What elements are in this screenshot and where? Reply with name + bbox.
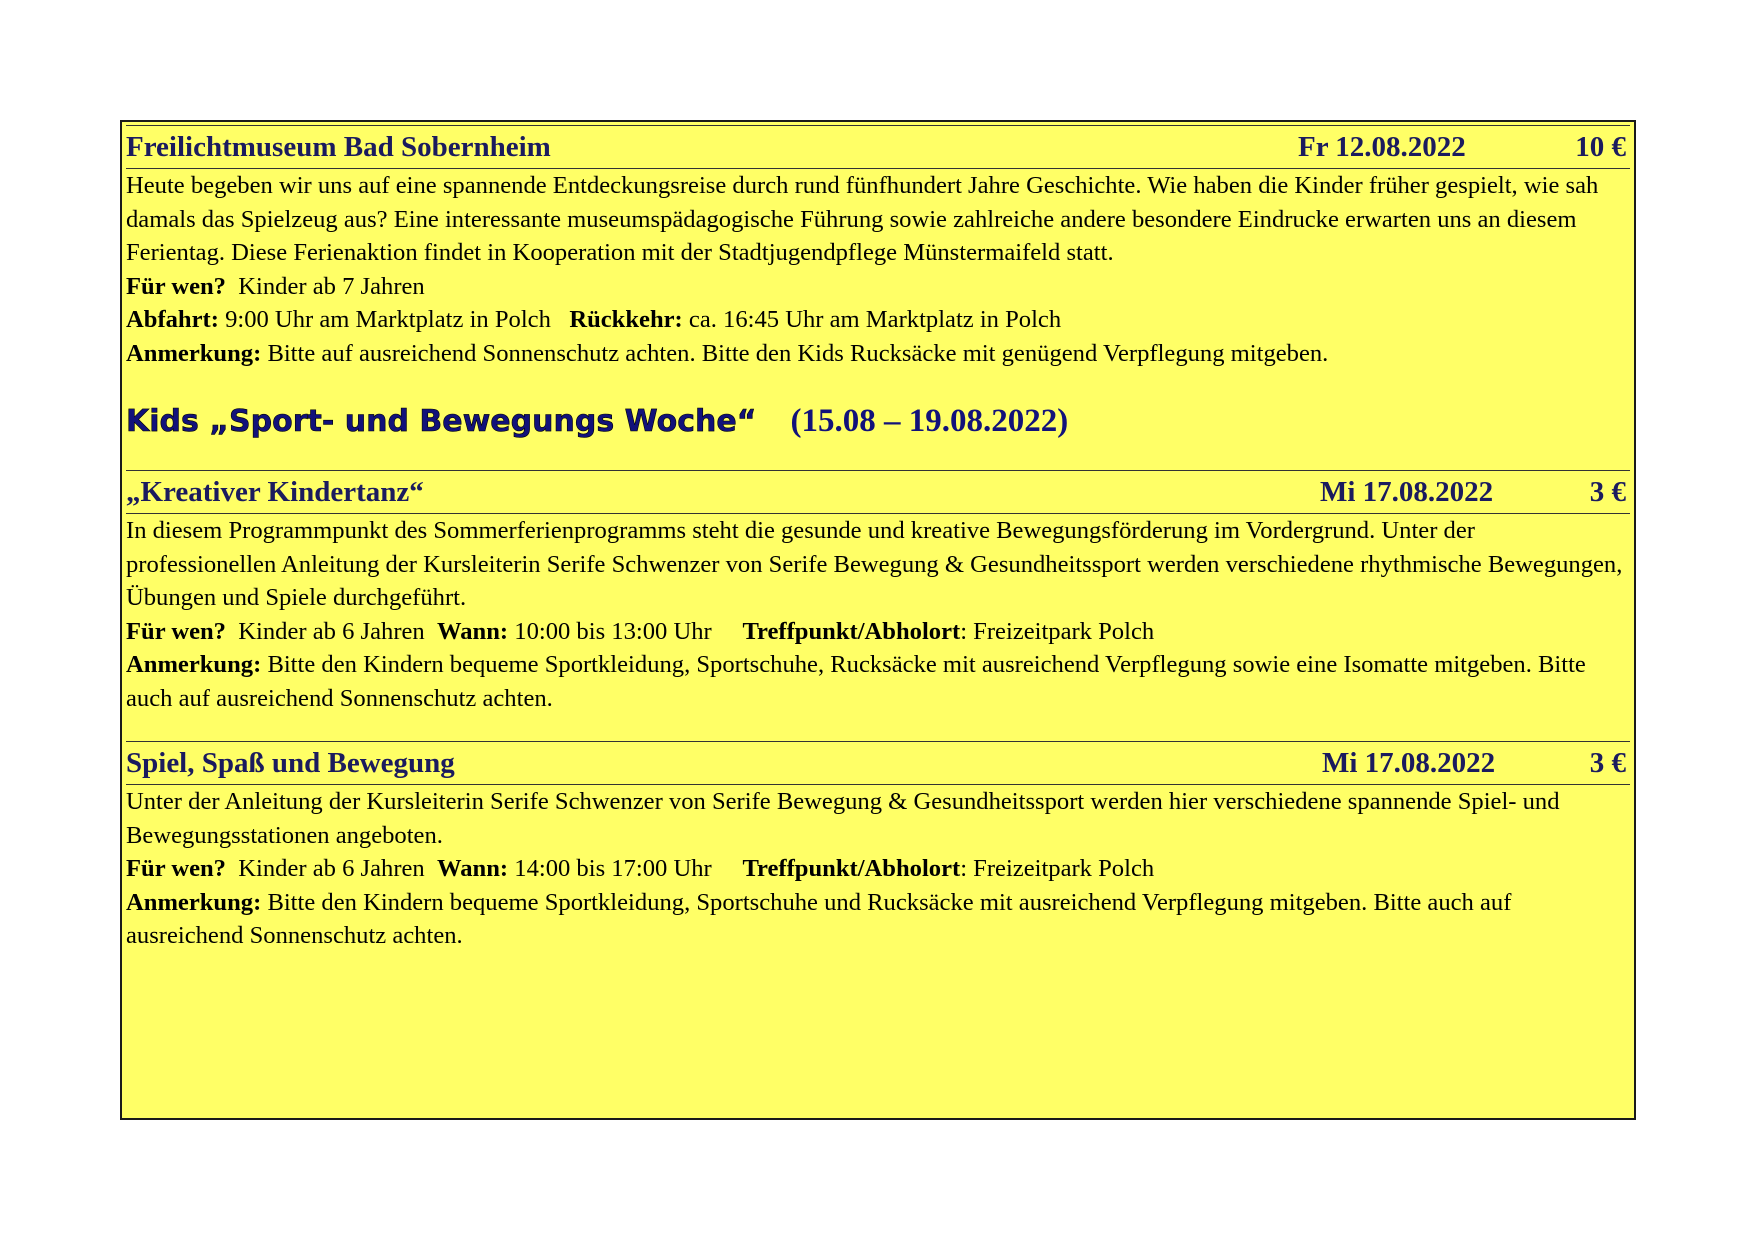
abfahrt-label: Abfahrt: <box>126 306 219 333</box>
event1-price: 10 € <box>1575 131 1626 163</box>
wann-label: Wann: <box>437 855 509 882</box>
event2-body <box>126 514 1626 715</box>
abfahrt-value: 9:00 Uhr am Marktplatz in Polch <box>225 306 551 333</box>
treffpunkt-value: : Freizeitpark Polch <box>960 855 1155 882</box>
event2-description: In diesem Programmpunkt des Sommerferienprogramms steht die gesunde und kreative Bewegungsförderung im Vordergrund. Unter der professionellen Anleitung der Kursleiterin Serife Schwenzer von Serife Bewegung & Gesundheitssport werden verschiedene rhythmische Bewegungen, Übungen und Spiele durchgeführt. <box>126 517 1623 611</box>
event1-body <box>126 169 1626 370</box>
event2-date: Mi 17.08.2022 <box>1320 476 1494 508</box>
divider <box>126 125 1630 126</box>
anmerkung-value: Bitte den Kindern bequeme Sportkleidung, Sportschuhe und Rucksäcke mit ausreichend Verpflegung mitgeben. Bitte auch auf ausreichend Sonnenschutz achten. <box>126 888 1512 949</box>
rueckkehr-label: Rückkehr: <box>569 306 683 333</box>
anmerkung-value: Bitte den Kindern bequeme Sportkleidung, Sportschuhe, Rucksäcke mit ausreichend Verpflegung sowie eine Isomatte mitgeben. Bitte auch auf ausreichend Sonnenschutz achten. <box>126 651 1586 712</box>
event2-title: „Kreativer Kindertanz“ <box>126 476 424 508</box>
fuer-wen-value: Kinder ab 6 Jahren <box>238 617 425 645</box>
fuer-wen-label: Für wen? <box>126 272 226 300</box>
week-dates: (15.08 – 19.08.2022) <box>790 403 1069 439</box>
fuer-wen-value: Kinder ab 6 Jahren <box>238 855 425 882</box>
event3-description: Unter der Anleitung der Kursleiterin Serife Schwenzer von Serife Bewegung & Gesundheitssport werden hier verschiedene spannende Spiel- und Bewegungsstationen angeboten. <box>126 788 1560 849</box>
event1-travel-line <box>126 303 1626 337</box>
event3-price: 3 € <box>1589 747 1626 779</box>
wann-value: 14:00 bis 17:00 Uhr <box>514 855 712 882</box>
anmerkung-label: Anmerkung: <box>126 651 262 678</box>
anmerkung-label: Anmerkung: <box>126 339 262 367</box>
fuer-wen-label: Für wen? <box>126 617 226 645</box>
fuer-wen-label: Für wen? <box>126 855 226 882</box>
event2-note-line <box>126 648 1626 715</box>
week-heading <box>126 402 1068 441</box>
anmerkung-label: Anmerkung: <box>126 888 262 916</box>
anmerkung-value: Bitte auf ausreichend Sonnenschutz achten. Bitte den Kids Rucksäcke mit genügend Verpflegung mitgeben. <box>267 339 1329 367</box>
divider <box>126 741 1630 742</box>
treffpunkt-value: : Freizeitpark Polch <box>960 617 1155 645</box>
divider <box>126 470 1630 471</box>
event3-body <box>126 785 1626 953</box>
event2-price: 3 € <box>1589 476 1626 508</box>
wann-value: 10:00 bis 13:00 Uhr <box>514 617 712 645</box>
event1-description: Heute begeben wir uns auf eine spannende Entdeckungsreise durch rund fünfhundert Jahre Geschichte. Wie haben die Kinder früher gespielt, wie sah damals das Spielzeug aus? Eine interessante museumspädagogische Führung sowie zahlreiche andere besondere Eindrucke erwarten uns an diesem Ferientag. Diese Ferienaktion findet in Kooperation mit der Stadtjugendpflege Münstermaifeld statt. <box>126 172 1599 266</box>
event3-note-line <box>126 886 1626 953</box>
rueckkehr-value: ca. 16:45 Uhr am Marktplatz in Polch <box>688 306 1062 333</box>
event1-title: Freilichtmuseum Bad Sobernheim <box>126 131 551 163</box>
event3-title: Spiel, Spaß und Bewegung <box>126 747 455 779</box>
event2-info-line <box>126 615 1626 649</box>
event3-date: Mi 17.08.2022 <box>1322 747 1496 779</box>
fuer-wen-value: Kinder ab 7 Jahren <box>238 272 425 300</box>
event-program-box <box>120 120 1636 1120</box>
event3-info-line <box>126 852 1626 886</box>
event1-audience-line <box>126 270 1626 304</box>
treffpunkt-label: Treffpunkt/Abholort <box>742 855 961 882</box>
treffpunkt-label: Treffpunkt/Abholort <box>742 617 961 645</box>
event1-note-line <box>126 337 1626 371</box>
week-title: Kids „Sport- und Bewegungs Woche“ <box>126 404 757 439</box>
wann-label: Wann: <box>437 617 509 645</box>
event1-date: Fr 12.08.2022 <box>1298 131 1466 163</box>
